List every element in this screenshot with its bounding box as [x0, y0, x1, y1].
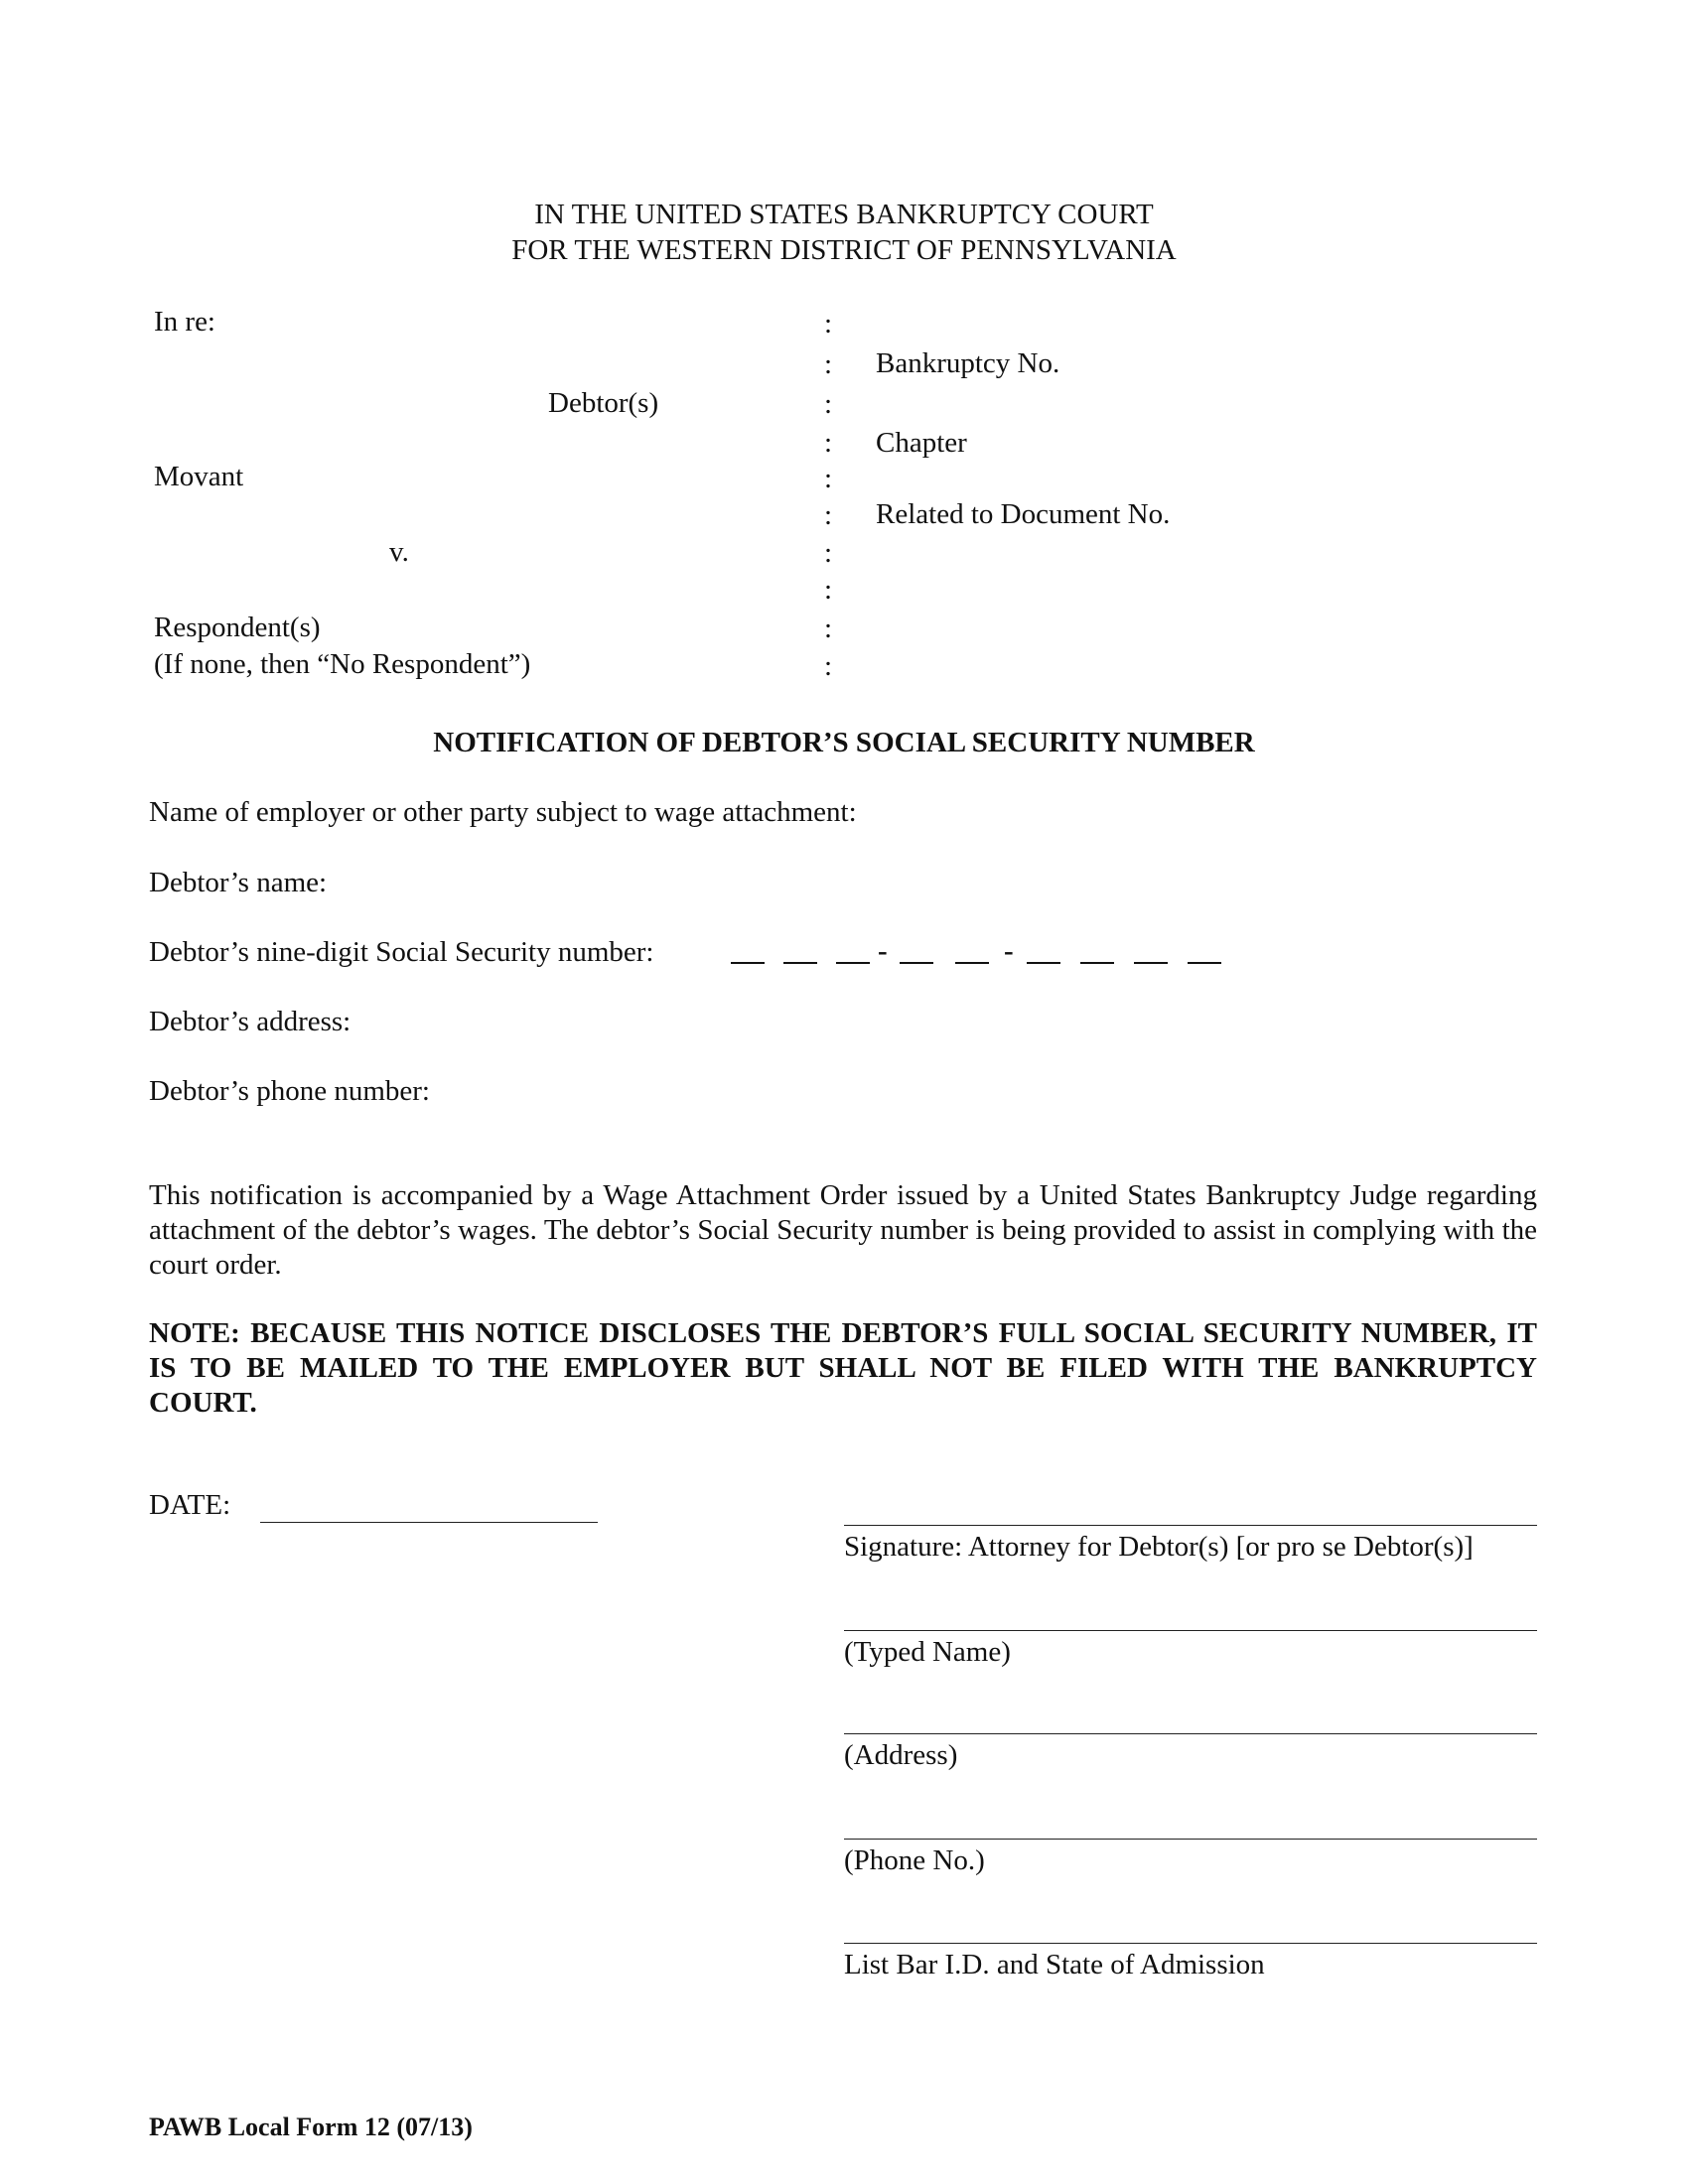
bar-id-label: List Bar I.D. and State of Admission	[844, 1949, 1265, 1980]
date-line[interactable]	[260, 1522, 598, 1523]
address-line[interactable]	[844, 1733, 1537, 1734]
ssn-digit-blank[interactable]	[1027, 962, 1060, 964]
respondents-note: (If none, then “No Respondent”)	[154, 648, 531, 680]
movant-label: Movant	[154, 461, 244, 492]
date-label: DATE:	[149, 1489, 231, 1521]
versus-label: v.	[389, 536, 409, 568]
caption-colon: :	[823, 348, 833, 380]
caption-colon: :	[823, 650, 833, 682]
typed-name-label: (Typed Name)	[844, 1636, 1011, 1668]
respondents-label: Respondent(s)	[154, 612, 321, 643]
ssn-digit-blank[interactable]	[1134, 962, 1168, 964]
related-document-label: Related to Document No.	[876, 498, 1171, 530]
phone-line[interactable]	[844, 1839, 1537, 1840]
ssn-digit-blank[interactable]	[731, 962, 765, 964]
caption-colon: :	[823, 499, 833, 531]
ssn-digit-blank[interactable]	[955, 962, 989, 964]
phone-label: (Phone No.)	[844, 1844, 985, 1876]
form-footer: PAWB Local Form 12 (07/13)	[149, 2113, 473, 2141]
caption-colon: :	[823, 537, 833, 569]
caption-colon: :	[823, 613, 833, 644]
ssn-digit-blank[interactable]	[783, 962, 817, 964]
signature-label: Signature: Attorney for Debtor(s) [or pro se Debtor(s)]	[844, 1531, 1474, 1563]
debtor-address-label: Debtor’s address:	[149, 1006, 352, 1037]
ssn-separator: -	[878, 935, 888, 967]
caption-colon: :	[823, 427, 833, 459]
debtors-label: Debtor(s)	[548, 387, 659, 419]
debtor-phone-label: Debtor’s phone number:	[149, 1075, 430, 1107]
court-district: FOR THE WESTERN DISTRICT OF PENNSYLVANIA	[511, 234, 1177, 266]
caption-colon: :	[823, 388, 833, 420]
ssn-digit-blank[interactable]	[836, 962, 870, 964]
debtor-name-label: Debtor’s name:	[149, 867, 328, 898]
address-label: (Address)	[844, 1739, 958, 1771]
court-name: IN THE UNITED STATES BANKRUPTCY COURT	[534, 199, 1154, 230]
ssn-digit-blank[interactable]	[1080, 962, 1114, 964]
signature-line[interactable]	[844, 1525, 1537, 1526]
ssn-label: Debtor’s nine-digit Social Security number:	[149, 936, 654, 968]
typed-name-line[interactable]	[844, 1630, 1537, 1631]
bar-id-line[interactable]	[844, 1943, 1537, 1944]
caption-colon: :	[823, 574, 833, 606]
form-title: NOTIFICATION OF DEBTOR’S SOCIAL SECURITY NUMBER	[433, 727, 1255, 758]
bankruptcy-no-label: Bankruptcy No.	[876, 347, 1060, 379]
ssn-digit-blank[interactable]	[1188, 962, 1221, 964]
ssn-digit-blank[interactable]	[900, 962, 933, 964]
ssn-separator: -	[1004, 935, 1014, 967]
notification-paragraph: This notification is accompanied by a Wage Attachment Order issued by a United States Bankruptcy Judge regarding attachment of the debtor’s wages. The debtor’s Social Security number is being provided to assist in complying with the court order.	[149, 1179, 1537, 1281]
caption-colon: :	[823, 463, 833, 494]
caption-colon: :	[823, 308, 833, 340]
in-re-label: In re:	[154, 306, 215, 338]
chapter-label: Chapter	[876, 427, 967, 459]
note-paragraph: NOTE: BECAUSE THIS NOTICE DISCLOSES THE DEBTOR’S FULL SOCIAL SECURITY NUMBER, IT IS TO BE MAILED TO THE EMPLOYER BUT SHALL NOT BE FILED WITH THE BANKRUPTCY COURT.	[149, 1317, 1537, 1419]
employer-label: Name of employer or other party subject to wage attachment:	[149, 796, 857, 828]
